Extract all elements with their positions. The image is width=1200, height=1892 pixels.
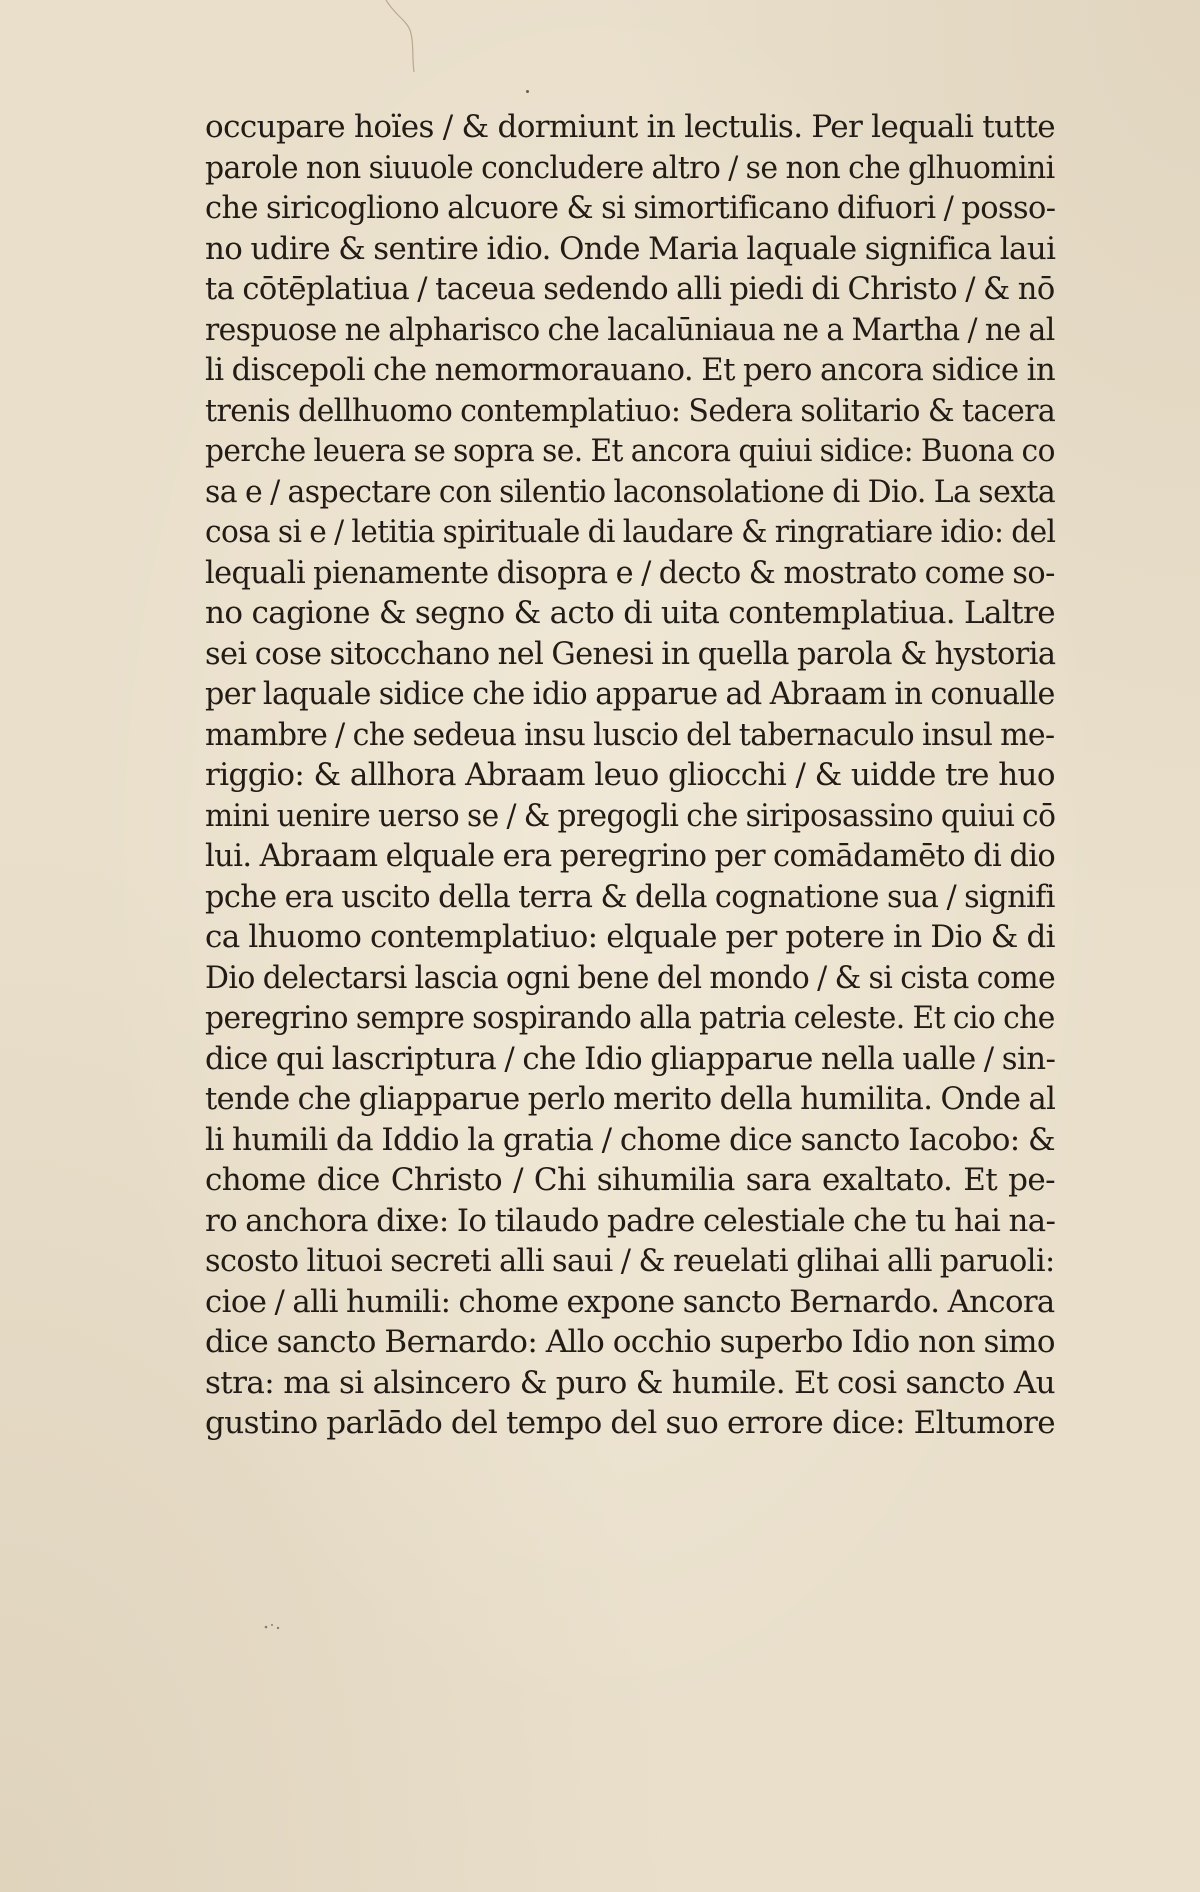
text-line: peregrino sempre sospirando alla patria celeste. Et cio che [205, 1000, 1055, 1036]
text-line: parole non siuuole concludere altro / se non che glhuomini [205, 149, 1055, 186]
text-line: lequali pienamente disopra e / decto & mostrato come so- [205, 554, 1055, 591]
text-line: ca lhuomo contemplatiuo: elquale per potere in Dio & di [205, 919, 1055, 955]
page-crease-mark [384, 0, 424, 80]
text-line: tende che gliapparue perlo merito della humilita. Onde al [205, 1081, 1056, 1117]
text-line: trenis dellhuomo contemplatiuo: Sedera solitario & tacera [205, 392, 1056, 429]
text-line: pche era uscito della terra & della cognatione sua / signifi [205, 878, 1055, 915]
text-line: respuose ne alpharisco che lacalūniaua ne a Martha / ne al [205, 311, 1055, 348]
text-line: chome dice Christo / Chi sihumilia sara exaltato. Et pe- [205, 1162, 1055, 1198]
text-line: li discepoli che nemormorauano. Et pero ancora sidice in [205, 352, 1056, 388]
text-line: riggio: & allhora Abraam leuo gliocchi / & uidde tre huo [205, 757, 1055, 793]
text-line: cosa si e / letitia spirituale di laudare & ringratiare idio: del [205, 514, 1056, 550]
ink-dot [526, 90, 529, 93]
text-line: mini uenire uerso se / & pregogli che siriposassino quiui cō [205, 797, 1056, 834]
text-line: mambre / che sedeua insu luscio del tabernaculo insul me- [205, 716, 1055, 753]
text-line: occupare hoïes / & dormiunt in lectulis. Per lequali tutte [205, 109, 1055, 145]
text-line: ro anchora dixe: Io tilaudo padre celestiale che tu hai na- [205, 1202, 1056, 1239]
text-line: ta cōtēplatiua / taceua sedendo alli piedi di Christo / & nō [205, 271, 1055, 307]
text-column [205, 107, 1055, 1444]
text-line: che siricogliono alcuore & si simortificano difuori / posso- [205, 190, 1056, 226]
text-line: no cagione & segno & acto di uita contemplatiua. Laltre [205, 595, 1055, 631]
text-line: sa e / aspectare con silentio laconsolatione di Dio. La sexta [205, 473, 1056, 510]
text-line: perche leuera se sopra se. Et ancora quiui sidice: Buona co [205, 433, 1055, 469]
text-line: sei cose sitocchano nel Genesi in quella parola & hystoria [205, 635, 1056, 672]
text-line: li humili da Iddio la gratia / chome dice sancto Iacobo: & [205, 1121, 1055, 1158]
text-line: cioe / alli humili: chome expone sancto Bernardo. Ancora [205, 1283, 1055, 1320]
text-line: gustino parlādo del tempo del suo errore dice: Eltumore [205, 1405, 1055, 1441]
text-line: dice sancto Bernardo: Allo occhio superbo Idio non simo [205, 1324, 1055, 1360]
ink-smudge [262, 1622, 284, 1632]
text-line: dice qui lascriptura / che Idio gliapparue nella ualle / sin- [205, 1040, 1056, 1077]
text-line: lui. Abraam elquale era peregrino per comādamēto di dio [205, 838, 1056, 874]
text-line: scosto lituoi secreti alli saui / & reuelati glihai alli paruoli: [205, 1243, 1055, 1279]
text-line: stra: ma si alsincero & puro & humile. Et cosi sancto Au [205, 1364, 1055, 1401]
text-line: Dio delectarsi lascia ogni bene del mondo / & si cista come [205, 959, 1056, 996]
text-line: per laquale sidice che idio apparue ad Abraam in conualle [205, 676, 1055, 712]
text-line: no udire & sentire idio. Onde Maria laquale significa laui [205, 230, 1056, 267]
